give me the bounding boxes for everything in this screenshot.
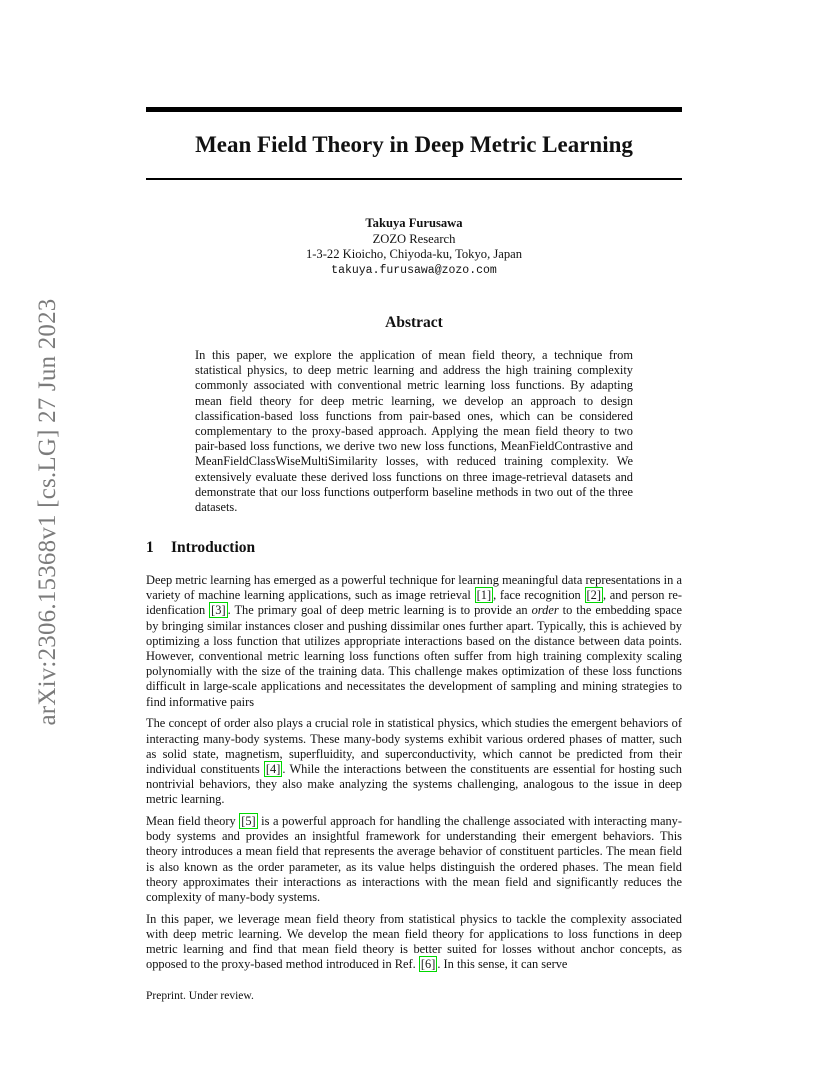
- author-block: [146, 216, 682, 278]
- text-run: is a powerful approach for handling the challenge associated with interacting many-body systems and provides an insightful framework for understanding their emergent behaviors. This theory introduces a mean field that represents the average behavior of constituent particles. The mean field is also known as the order parameter, as its value helps distinguish the ordered phases. The mean field theory approximates their interactions as interactions with the mean field and significantly reduces the complexity of many-body systems.: [146, 814, 682, 905]
- text-run: . While the interactions between the constituents are essential for hosting such nontrivial behaviors, they also make analyzing the systems challenging, analogous to the issue in deep metric learning.: [146, 761, 683, 807]
- author-name: Takuya Furusawa: [365, 216, 463, 230]
- citation-link[interactable]: [1]: [476, 588, 492, 603]
- text-run: The concept of order also plays a crucial role in statistical physics, which studies the emergent behaviors of interacting many-body systems. These many-body systems exhibit various ordered phases of matter, such as solid state, magnetism, superfluidity, and superconductivity, which cannot be predicted from their individual constituents: [146, 716, 682, 776]
- text-run: Mean field theory: [146, 814, 240, 829]
- section-number: 1: [146, 539, 154, 556]
- author-address: 1-3-22 Kioicho, Chiyoda-ku, Tokyo, Japan: [305, 247, 523, 261]
- text-run: . The primary goal of deep metric learning is to provide an: [227, 603, 532, 618]
- title-top-rule: [146, 107, 682, 112]
- text-run: , and person re-idenfication: [146, 588, 682, 618]
- footer-note: Preprint. Under review.: [146, 990, 254, 1002]
- citation-link[interactable]: [6]: [420, 957, 436, 972]
- section-heading: [146, 539, 255, 557]
- paragraph-4: [146, 912, 682, 973]
- emphasis-order: order: [531, 603, 559, 618]
- title-bottom-rule: [146, 178, 682, 180]
- abstract-text: In this paper, we explore the application of mean field theory, a technique from statistical physics, to deep metric learning and address the high training complexity commonly associated with conventional metric learning loss functions. By adapting mean field theory for deep metric learning, we develop an approach to design classification-based loss functions from pair-based ones, which can be considered complementary to the proxy-based approach. Applying the mean field theory to two pair-based loss functions, we derive two new loss functions, MeanFieldContrastive and MeanFieldClassWiseMultiSimilarity losses, with reduced training complexity. We extensively evaluate these derived loss functions on three image-retrieval datasets and demonstrate that our loss functions outperform baseline methods in two out of the three datasets.: [195, 348, 633, 515]
- text-run: to the embedding space by bringing similar instances closer and pushing dissimilar ones further apart. Typically, this is achieved by optimizing a loss function that utilizes appropriate interactions based on the distance between data points. However, conventional metric learning loss functions often suffer from high training complexity scaling polynomially with the size of the training data. This challenge makes optimization of these loss functions difficult in large-scale applications and necessitates the development of sampling and mining strategies to find informative pairs: [146, 603, 682, 709]
- text-run: . In this sense, it can serve: [437, 957, 568, 972]
- abstract-heading: Abstract: [385, 314, 443, 331]
- paragraph-2: [146, 716, 682, 807]
- paper-title: Mean Field Theory in Deep Metric Learning: [195, 132, 633, 157]
- citation-link[interactable]: [5]: [241, 814, 256, 829]
- arxiv-identifier: arXiv:2306.15368v1 [cs.LG] 27 Jun 2023: [34, 298, 61, 726]
- paragraph-3: [146, 814, 682, 905]
- citation-link[interactable]: [4]: [265, 761, 281, 776]
- section-body: [146, 573, 682, 979]
- citation-link[interactable]: [3]: [211, 603, 226, 618]
- text-run: , face recognition: [493, 588, 585, 603]
- section-title: Introduction: [171, 539, 256, 556]
- text-run: Deep metric learning has emerged as a powerful technique for learning meaningful data representations in a variety of machine learning applications, such as image retrieval: [146, 573, 682, 603]
- paragraph-1: [146, 573, 682, 710]
- citation-link[interactable]: [2]: [586, 588, 601, 603]
- text-run: In this paper, we leverage mean field theory from statistical physics to tackle the complexity associated with deep metric learning. We develop the mean field theory for applications to loss functions in deep metric learning and find that mean field theory is better suited for losses without anchor concepts, as opposed to the proxy-based method introduced in Ref.: [146, 911, 682, 972]
- author-email: takuya.furusawa@zozo.com: [331, 263, 497, 277]
- author-affiliation: ZOZO Research: [372, 231, 456, 246]
